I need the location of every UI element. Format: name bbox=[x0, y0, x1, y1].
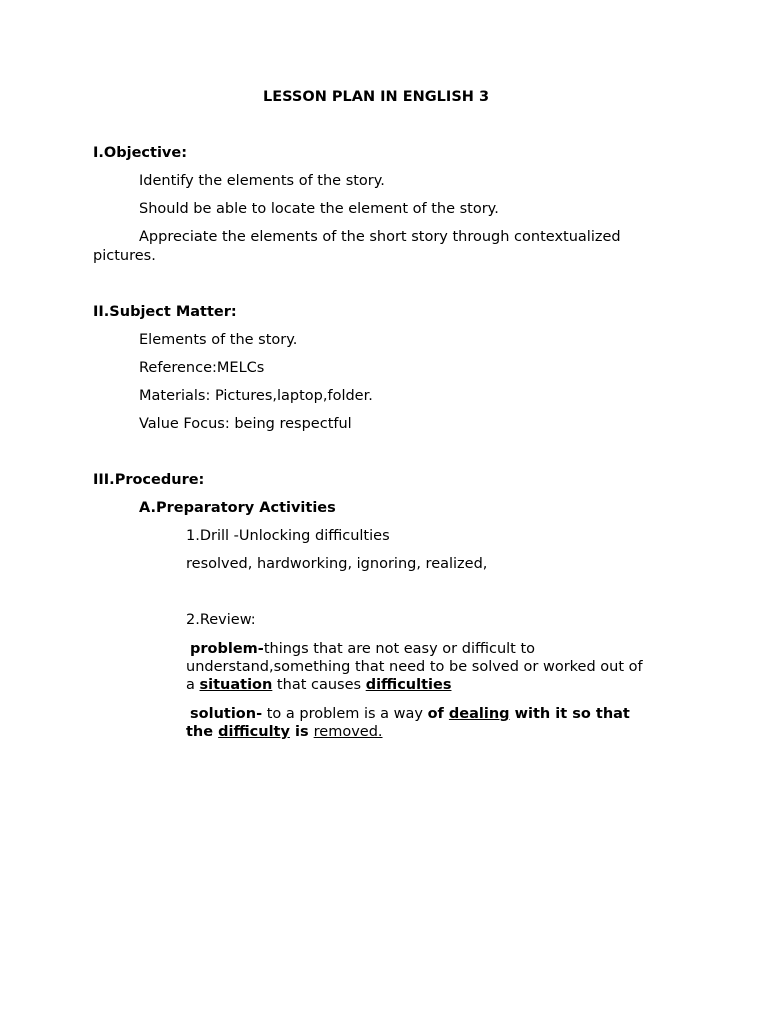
solution-text-bold: of bbox=[427, 706, 449, 722]
objective-heading: I.Objective: bbox=[93, 145, 187, 161]
drill-words: resolved, hardworking, ignoring, realized, bbox=[186, 556, 488, 572]
document-title: LESSON PLAN IN ENGLISH 3 bbox=[263, 89, 490, 105]
solution-text-bold: is bbox=[289, 724, 314, 740]
procedure-heading: III.Procedure: bbox=[93, 472, 205, 488]
subject-matter-item: Reference:MELCs bbox=[139, 360, 265, 376]
dealing-word: dealing bbox=[448, 706, 510, 722]
problem-term: problem- bbox=[190, 641, 264, 657]
difficulties-word: difficulties bbox=[365, 677, 452, 693]
situation-word: situation bbox=[199, 677, 273, 693]
solution-text: to a problem is a way bbox=[262, 706, 428, 722]
review-title: 2.Review: bbox=[186, 612, 256, 628]
problem-text: that causes bbox=[272, 677, 366, 693]
removed-word: removed. bbox=[313, 724, 383, 740]
solution-text-bold: the bbox=[186, 724, 219, 740]
objective-item: Should be able to locate the element of the story. bbox=[139, 201, 499, 217]
solution-text-bold: with it so that bbox=[509, 706, 630, 722]
problem-text: a bbox=[186, 677, 200, 693]
problem-definition-line1 bbox=[190, 640, 535, 658]
problem-definition-text: things that are not easy or difficult to bbox=[263, 641, 536, 657]
difficulty-word: difficulty bbox=[218, 724, 290, 740]
subject-matter-item: Elements of the story. bbox=[139, 332, 298, 348]
solution-definition-line2 bbox=[186, 723, 383, 741]
solution-definition-line1 bbox=[190, 705, 630, 723]
subject-matter-heading: II.Subject Matter: bbox=[93, 304, 237, 320]
drill-title: 1.Drill -Unlocking difficulties bbox=[186, 528, 390, 544]
problem-definition-line3 bbox=[186, 676, 451, 694]
objective-item-line1: Appreciate the elements of the short story through contextualized bbox=[139, 229, 621, 245]
subject-matter-item: Materials: Pictures,laptop,folder. bbox=[139, 388, 373, 404]
objective-item-line2: pictures. bbox=[93, 248, 156, 264]
solution-term: solution- bbox=[190, 706, 263, 722]
problem-definition-line2: understand,something that need to be solved or worked out of bbox=[186, 659, 643, 675]
subject-matter-item: Value Focus: being respectful bbox=[139, 416, 352, 432]
objective-item: Identify the elements of the story. bbox=[139, 173, 385, 189]
preparatory-activities-heading: A.Preparatory Activities bbox=[139, 500, 336, 516]
